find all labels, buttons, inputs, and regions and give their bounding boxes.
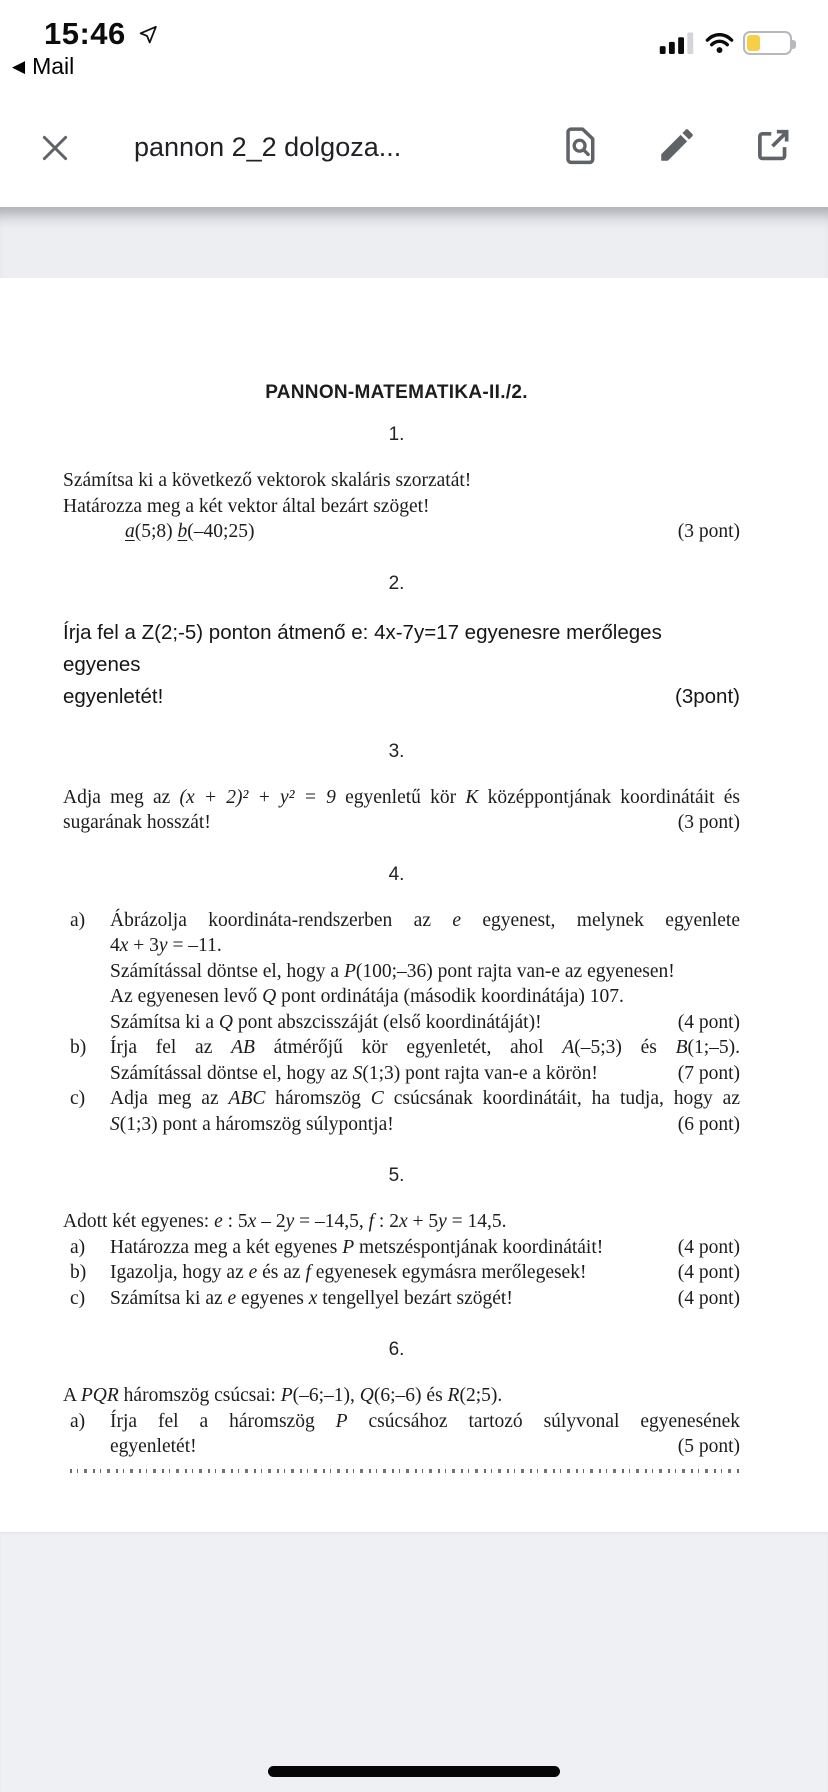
item-label: b) xyxy=(70,1037,87,1058)
page-title: PANNON-MATEMATIKA-II./2. xyxy=(265,382,528,403)
document-line: Határozza meg a két vektor által bezárt szöget! xyxy=(63,495,430,517)
edit-button[interactable] xyxy=(656,124,700,168)
document-line: c) Adja meg az ABC háromszög C csúcsának koordinátáit, ha tudja, hogy az xyxy=(63,1086,740,1112)
document-line: Írja fel a Z(2;-5) ponton átmenő e: 4x-7y=17 egyenesre merőleges egyenes xyxy=(63,620,662,676)
document-line: b) Írja fel az AB átmérőjű kör egyenletét, ahol A(–5;3) és B(1;–5). xyxy=(63,1035,740,1061)
item-label: c) xyxy=(70,1287,86,1309)
points-badge: (3 pont) xyxy=(677,521,740,542)
document-line: egyenletét! (3pont) xyxy=(63,681,740,713)
document-line: Számítsa ki a következő vektorok skaláris szorzatát! xyxy=(63,470,472,491)
find-in-document-button[interactable] xyxy=(560,124,604,168)
document-line: egyenletét! (5 pont) xyxy=(63,1434,740,1460)
points-badge: (4 pont) xyxy=(677,1262,740,1283)
document-line: Adja meg az (x + 2)² + y² = 9 egyenletű kör K középpontjának koordinátáit és xyxy=(63,786,741,808)
document-line: Számítsa ki a Q pont abszcisszáját (első koordinátáját)! (4 pont) xyxy=(63,1010,740,1036)
problem-1 xyxy=(63,424,740,545)
battery-icon xyxy=(743,31,792,55)
problem-2 xyxy=(63,573,740,713)
problem-3 xyxy=(63,741,740,836)
item-label: c) xyxy=(70,1088,86,1109)
viewer-gap xyxy=(0,207,828,278)
item-label: b) xyxy=(70,1262,87,1283)
points-badge: (4 pont) xyxy=(677,1011,740,1033)
points-badge: (3pont) xyxy=(675,684,740,708)
document-line: A PQR háromszög csúcsai: P(–6;–1), Q(6;–6) és R(2;5). xyxy=(63,1385,503,1406)
problem-4 xyxy=(63,864,740,1138)
cellular-signal-icon xyxy=(658,32,696,55)
document-line: sugarának hosszát! (3 pont) xyxy=(63,810,740,836)
status-icons xyxy=(658,30,792,56)
problem-number: 6. xyxy=(388,1339,405,1360)
document-line: a) Határozza meg a két egyenes P metszéspontjának koordinátáit! (4 pont) xyxy=(63,1235,740,1261)
problem-number: 4. xyxy=(388,863,405,885)
document-line: 4x + 3y = –11. xyxy=(110,935,222,956)
document-line: S(1;3) pont a háromszög súlypontja! (6 pont) xyxy=(63,1112,740,1138)
item-label: a) xyxy=(70,909,86,931)
points-badge: (7 pont) xyxy=(677,1062,740,1084)
document-line: Számítással döntse el, hogy az S(1;3) pont rajta van-e a körön! (7 pont) xyxy=(63,1061,740,1087)
item-label: a) xyxy=(70,1410,86,1432)
document-line: a(5;8) b(–40;25) (3 pont) xyxy=(63,519,740,545)
document-line: b) Igazolja, hogy az e és az f egyenesek egymásra merőlegesek! (4 pont) xyxy=(63,1260,740,1286)
document-problems xyxy=(63,424,740,1473)
document-line: c) Számítsa ki az e egyenes x tengellyel bezárt szögét! (4 pont) xyxy=(63,1286,740,1312)
document-title: pannon 2_2 dolgoza... xyxy=(134,132,402,162)
problem-5 xyxy=(63,1165,740,1311)
pdf-viewer[interactable] xyxy=(0,207,828,1792)
cropped-text-line xyxy=(70,1469,740,1473)
back-triangle-icon: ◀ xyxy=(12,57,26,76)
points-badge: (5 pont) xyxy=(677,1436,740,1457)
open-in-new-button[interactable] xyxy=(752,124,796,168)
back-to-mail-button[interactable] xyxy=(12,53,74,80)
back-label: Mail xyxy=(32,53,75,79)
points-badge: (3 pont) xyxy=(677,812,740,833)
status-time: 15:46 xyxy=(44,16,126,51)
document-page xyxy=(0,278,828,1532)
item-label: a) xyxy=(70,1236,86,1258)
problem-number: 1. xyxy=(388,424,405,445)
battery-fill xyxy=(747,35,760,51)
home-indicator[interactable] xyxy=(268,1766,560,1777)
document-line: Számítással döntse el, hogy a P(100;–36) pont rajta van-e az egyenesen! xyxy=(110,960,675,982)
document-line: Az egyenesen levő Q pont ordinátája (második koordinátája) 107. xyxy=(110,986,624,1007)
document-line: a) Írja fel a háromszög P csúcsához tartozó súlyvonal egyenesének xyxy=(63,1409,740,1435)
points-badge: (4 pont) xyxy=(677,1236,740,1258)
problem-number: 2. xyxy=(388,572,405,594)
top-chrome xyxy=(0,0,828,207)
document-line: a) Ábrázolja koordináta-rendszerben az e egyenest, melynek egyenlete xyxy=(63,908,740,934)
points-badge: (6 pont) xyxy=(677,1113,740,1135)
battery-nub xyxy=(792,40,796,49)
close-button[interactable] xyxy=(38,131,74,167)
viewer-bottom-area xyxy=(0,1532,828,1792)
location-arrow-icon xyxy=(136,23,159,46)
document-line: Adott két egyenes: e : 5x – 2y = –14,5, f : 2x + 5y = 14,5. xyxy=(63,1211,507,1232)
wifi-icon xyxy=(705,33,734,54)
problem-number: 5. xyxy=(388,1165,405,1186)
problem-number: 3. xyxy=(388,740,405,762)
points-badge: (4 pont) xyxy=(677,1287,740,1309)
problem-6 xyxy=(63,1339,740,1473)
